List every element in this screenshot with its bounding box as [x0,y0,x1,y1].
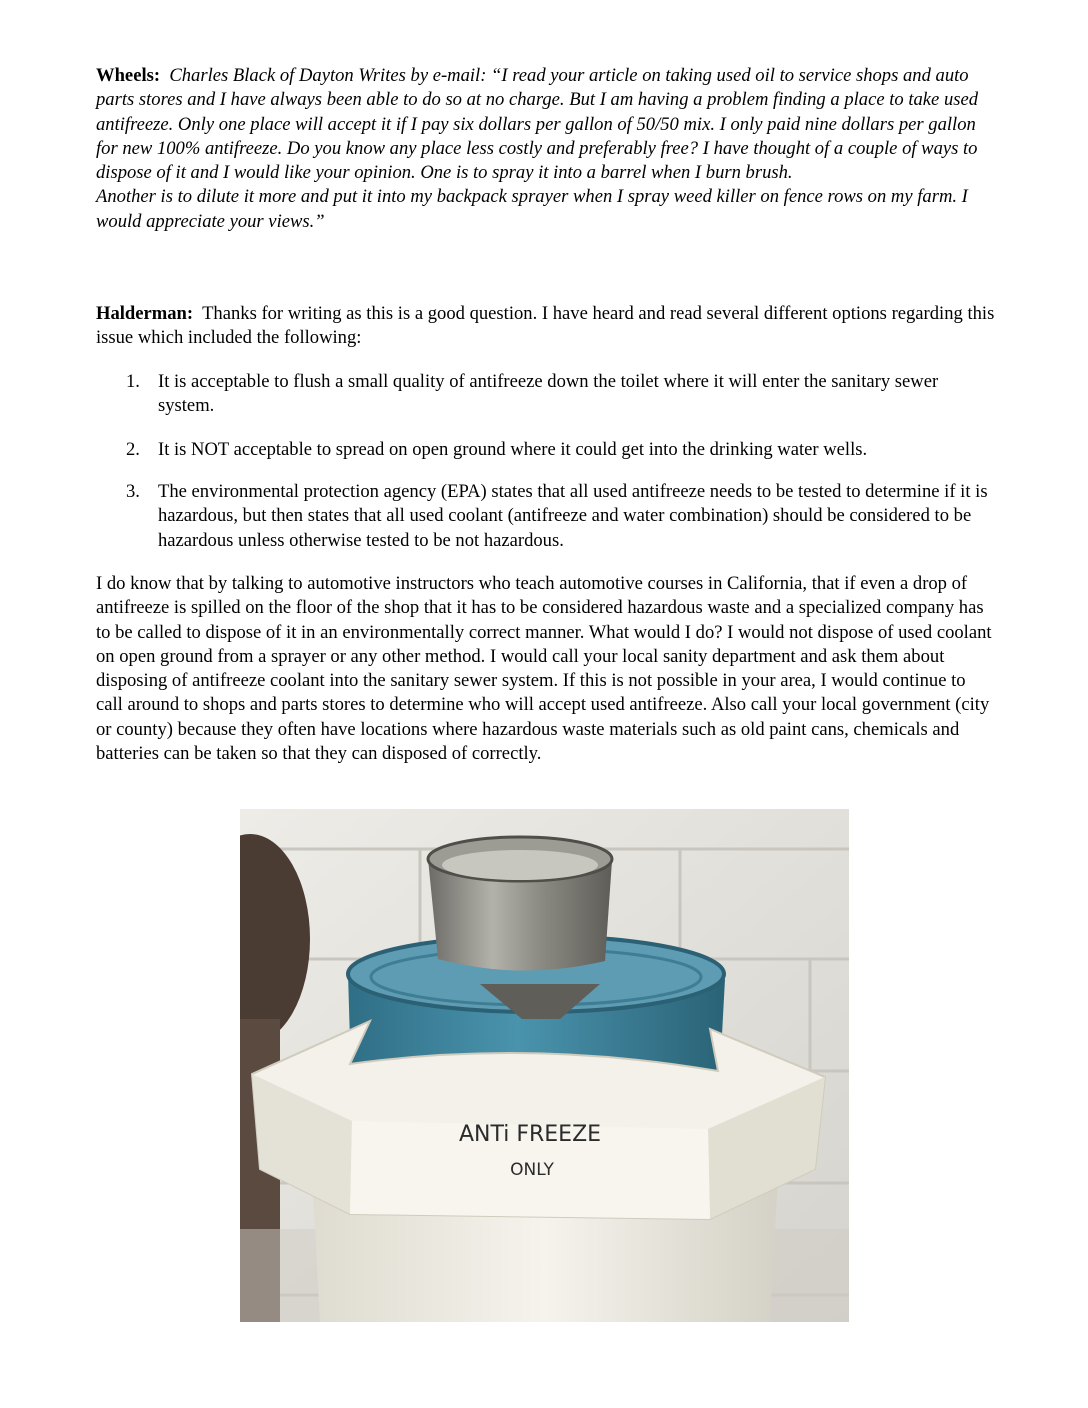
antifreeze-drum-photo [240,809,849,1322]
drum-label-line1: ANTi FREEZE [458,1122,602,1147]
reader-letter [96,64,996,234]
drum-label-line2: ONLY [510,1160,554,1180]
list-item-text: The environmental protection agency (EPA) states that all used antifreeze needs to be tested to determine if it is hazardous, but then states that all used coolant (antifreeze and water combination) should be considered to be hazardous unless otherwise tested to be not hazardous. [158,481,988,551]
list-item-number: 1. [126,371,140,392]
list-item-number: 3. [126,481,140,502]
photo-illustration [240,809,849,1322]
reply-closing-paragraph: I do know that by talking to automotive instructors who teach automotive courses in California, that if even a drop of antifreeze is spilled on the floor of the shop that it has to be considered hazardous waste and a specialized company has to be called to dispose of it in an environmentally correct manner. What would I do? I would not dispose of used coolant on open ground from a sprayer or any other method. I would call your local sanity department and ask them about disposing of antifreeze coolant into the sanitary sewer system. If this is not possible in your area, I would continue to call around to shops and parts stores to determine who will accept used antifreeze. Also call your local government (city or county) because they often have locations where hazardous waste materials such as old paint cans, chemicals and batteries can be taken so that they can disposed of correctly. [96,573,992,765]
letter-text: Charles Black of Dayton Writes by e-mail: “I read your article on taking used oil to service shops and auto parts stores and I have always been able to do so at no charge. But I am having a problem finding a place to take used antifreeze. Only one place will accept it if I pay six dollars per gallon of 50/50 mix. I only paid nine dollars per gallon for new 100% antifreeze. Do you know any place less costly and preferably free? I have thought of a couple of ways to dispose of it and I would like your opinion. One is to spray it into a barrel when I burn brush. [96,65,979,184]
reply-intro: Thanks for writing as this is a good question. I have heard and read several different options regarding this issue which included the following: [96,303,995,349]
list-item-number: 2. [126,439,140,460]
letter-text-continued: Another is to dilute it more and put it into my backpack sprayer when I spray weed killer on fence rows on my farm. I would appreciate your views.” [96,186,968,232]
reply-speaker: Halderman: [96,303,194,324]
list-item-text: It is NOT acceptable to spread on open ground where it could get into the drinking water wells. [158,439,868,460]
funnel-inside [442,850,598,880]
list-item-text: It is acceptable to flush a small quality of antifreeze down the toilet where it will enter the sanitary sewer system. [158,371,939,417]
columnist-reply [96,302,996,765]
letter-speaker: Wheels: [96,65,161,86]
